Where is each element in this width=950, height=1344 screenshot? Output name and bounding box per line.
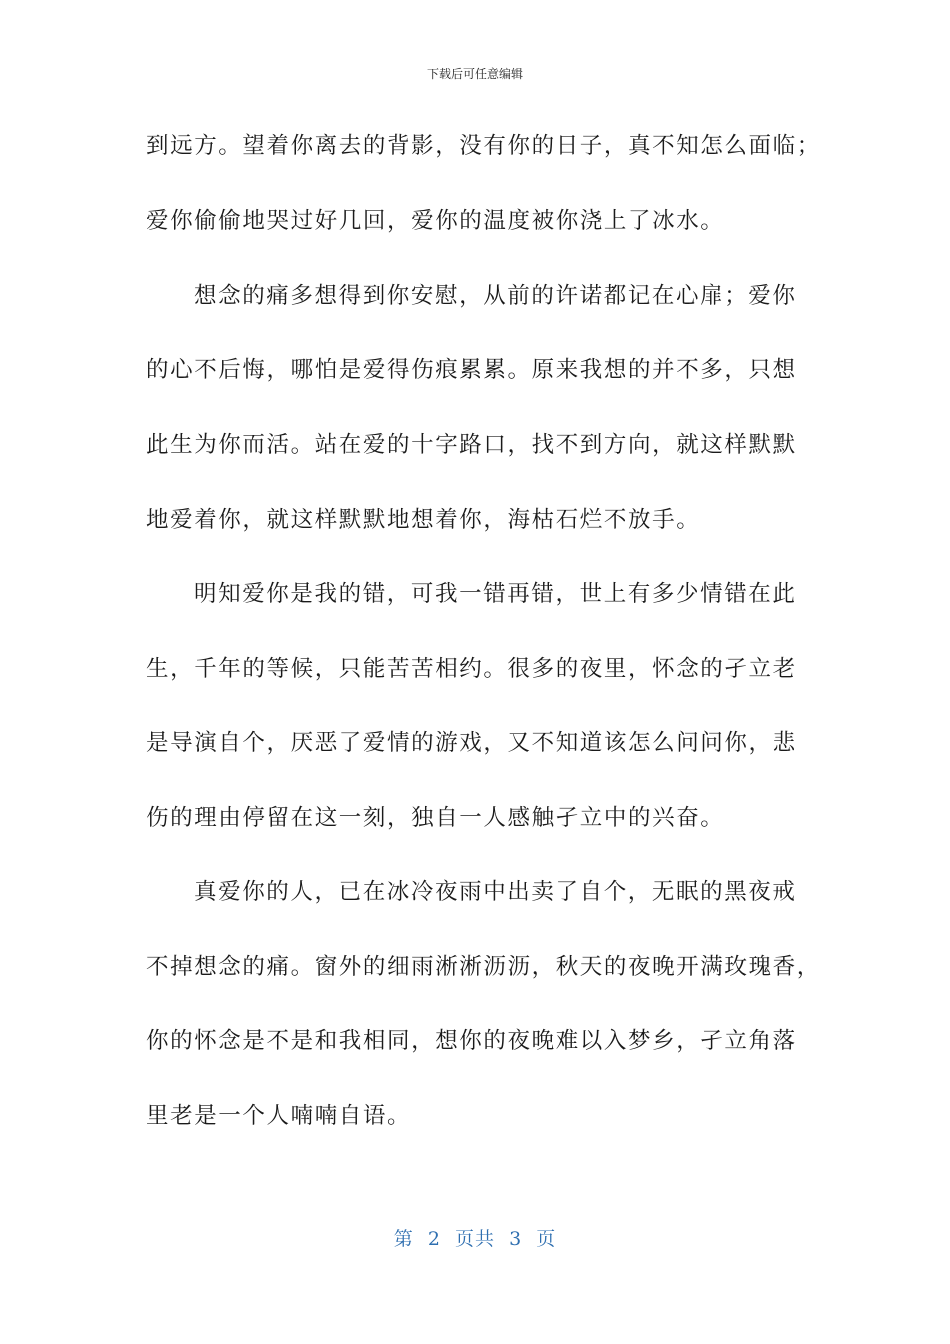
text-line: 生，千年的等候，只能苦苦相约。很多的夜里，怀念的孑立老 (146, 656, 797, 682)
text-line: 地爱着你，就这样默默地想着你，海枯石烂不放手。 (146, 507, 701, 533)
text-line: 到远方。望着你离去的背影，没有你的日子，真不知怎么面临； (146, 133, 821, 159)
text-line: 明知爱你是我的错，可我一错再错，世上有多少情错在此 (194, 581, 797, 607)
text-line: 此生为你而活。站在爱的十字路口，找不到方向，就这样默默 (146, 432, 797, 458)
text-line: 伤的理由停留在这一刻，独自一人感触孑立中的兴奋。 (146, 805, 725, 831)
page-header: 下载后可任意编辑 (426, 67, 523, 81)
text-line: 的心不后悔，哪怕是爱得伤痕累累。原来我想的并不多，只想 (146, 357, 797, 383)
text-line: 真爱你的人，已在冰冷夜雨中出卖了自个，无眠的黑夜戒 (194, 879, 797, 905)
text-line: 想念的痛多想得到你安慰，从前的许诺都记在心扉；爱你 (194, 283, 797, 309)
text-line: 你的怀念是不是和我相同，想你的夜晚难以入梦乡，孑立角落 (146, 1028, 797, 1054)
text-line: 爱你偷偷地哭过好几回，爱你的温度被你浇上了冰水。 (146, 208, 725, 234)
text-line: 是导演自个，厌恶了爱情的游戏，又不知道该怎么问问你，悲 (146, 730, 797, 756)
page-number-footer (0, 1226, 950, 1252)
text-line: 不掉想念的痛。窗外的细雨淅淅沥沥，秋天的夜晚开满玫瑰香， (146, 954, 821, 980)
text-line: 里老是一个人喃喃自语。 (146, 1103, 412, 1129)
page-number-text: 第 2 页共 3 页 (393, 1228, 557, 1250)
